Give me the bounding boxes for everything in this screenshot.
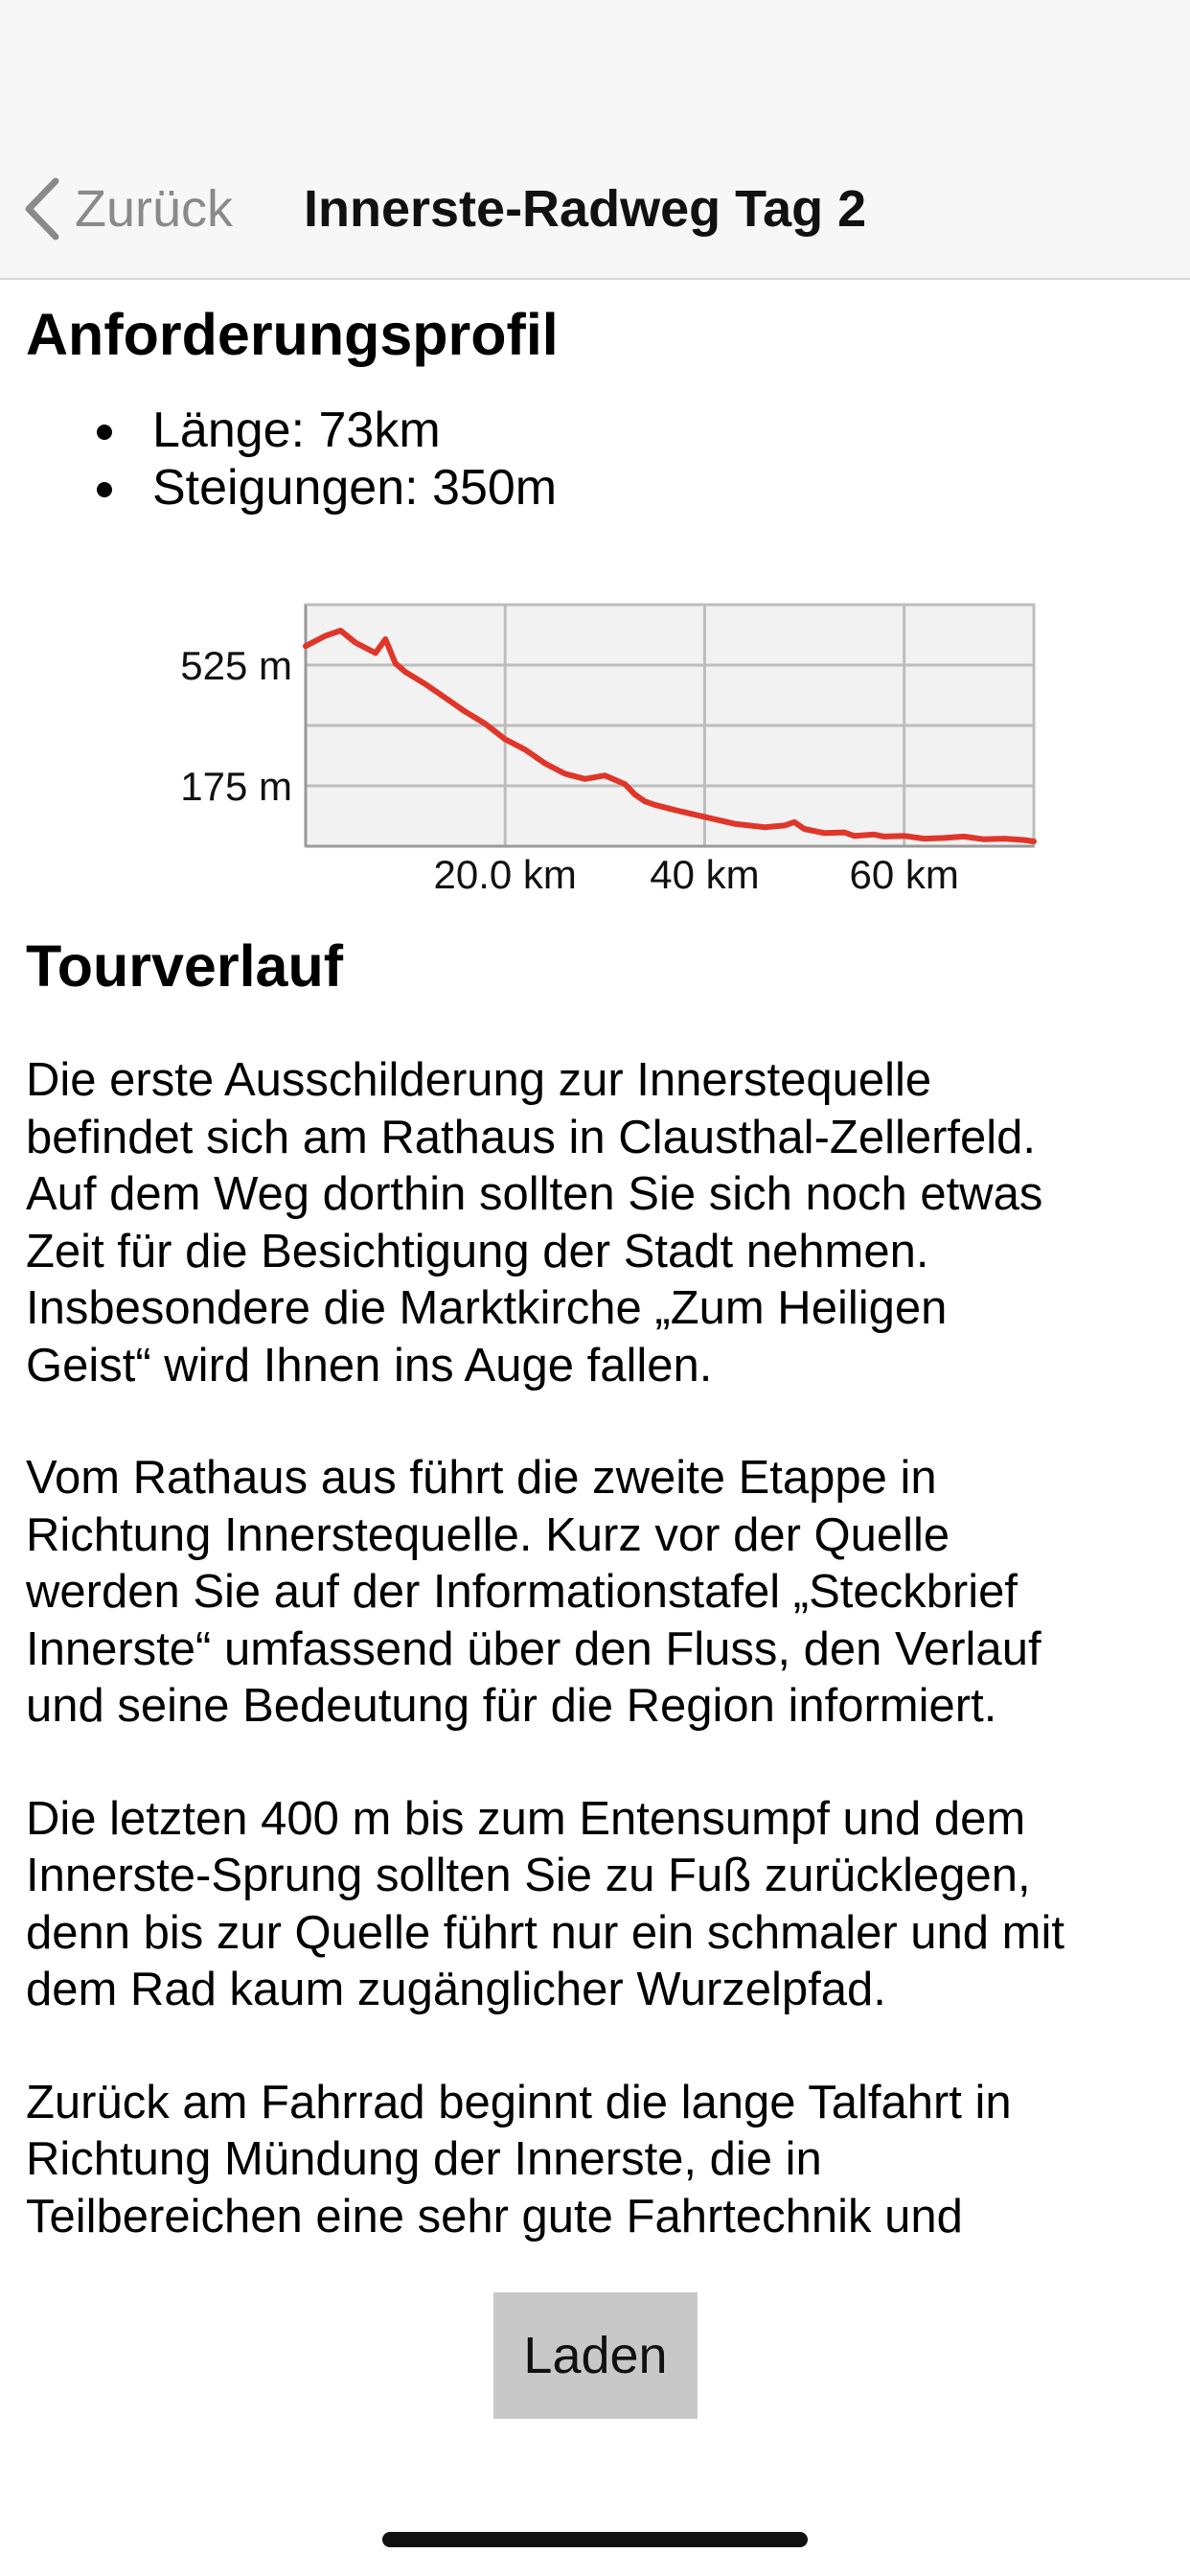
tour-heading: Tourverlauf — [26, 933, 344, 1000]
paragraph-line: Die erste Ausschilderung zur Innerstequelle — [26, 1054, 932, 1107]
paragraph-line: Innerste-Sprung sollten Sie zu Fuß zurücklegen, — [26, 1850, 1031, 1902]
x-tick-label: 60 km — [849, 852, 959, 897]
home-indicator — [382, 2532, 808, 2547]
paragraph — [26, 2075, 1166, 2245]
x-tick-label: 20.0 km — [433, 852, 577, 897]
list-item: Steigungen: 350m — [26, 459, 1166, 517]
paragraph-line: und seine Bedeutung für die Region informiert. — [26, 1680, 997, 1733]
paragraph — [26, 1791, 1166, 2019]
elevation-chart-container — [26, 570, 1166, 896]
load-button[interactable]: Laden — [493, 2292, 698, 2419]
navigation-bar — [0, 0, 1190, 280]
back-button[interactable] — [23, 174, 233, 243]
paragraph-line: werden Sie auf der Informationstafel „Steckbrief — [26, 1566, 1018, 1619]
paragraph-line: Richtung Innerstequelle. Kurz vor der Quelle — [26, 1508, 950, 1561]
paragraph-line: Insbesondere die Marktkirche „Zum Heiligen — [26, 1282, 948, 1335]
back-label: Zurück — [75, 180, 234, 238]
paragraph — [26, 1052, 1166, 1394]
y-tick-label: 175 m — [180, 764, 292, 810]
chevron-left-icon — [23, 177, 61, 241]
y-tick-label: 525 m — [180, 643, 292, 689]
paragraph-line: befindet sich am Rathaus in Clausthal-Zellerfeld. — [26, 1111, 1037, 1163]
paragraph — [26, 1450, 1166, 1736]
paragraph-line: Die letzten 400 m bis zum Entensumpf und dem — [26, 1792, 1026, 1845]
paragraph-line: Zurück am Fahrrad beginnt die lange Talfahrt in — [26, 2076, 1012, 2128]
list-item: Länge: 73km — [26, 402, 1166, 459]
paragraph-line: Richtung Mündung der Innerste, die in — [26, 2133, 822, 2186]
paragraph-line: Geist“ wird Ihnen ins Auge fallen. — [26, 1339, 713, 1392]
paragraph-line: Vom Rathaus aus führt die zweite Etappe in — [26, 1452, 937, 1505]
paragraph-line: Innerste“ umfassend über den Fluss, den Verlauf — [26, 1622, 1041, 1675]
paragraph-line: Teilbereichen eine sehr gute Fahrtechnik und — [26, 2190, 963, 2242]
page-title: Innerste-Radweg Tag 2 — [304, 180, 867, 238]
paragraph-line: Zeit für die Besichtigung der Stadt nehmen. — [26, 1225, 929, 1277]
paragraph-line: Auf dem Weg dorthin sollten Sie sich noch etwas — [26, 1168, 1043, 1221]
content — [26, 280, 1166, 2245]
x-tick-label: 40 km — [650, 852, 760, 897]
paragraph-line: dem Rad kaum zugänglicher Wurzelpfad. — [26, 1964, 886, 2016]
requirements-list — [26, 402, 1166, 517]
elevation-chart — [26, 570, 1166, 896]
requirements-heading: Anforderungsprofil — [26, 302, 559, 367]
tour-description — [26, 1052, 1166, 2245]
paragraph-line: denn bis zur Quelle führt nur ein schmaler und mit — [26, 1906, 1064, 1959]
